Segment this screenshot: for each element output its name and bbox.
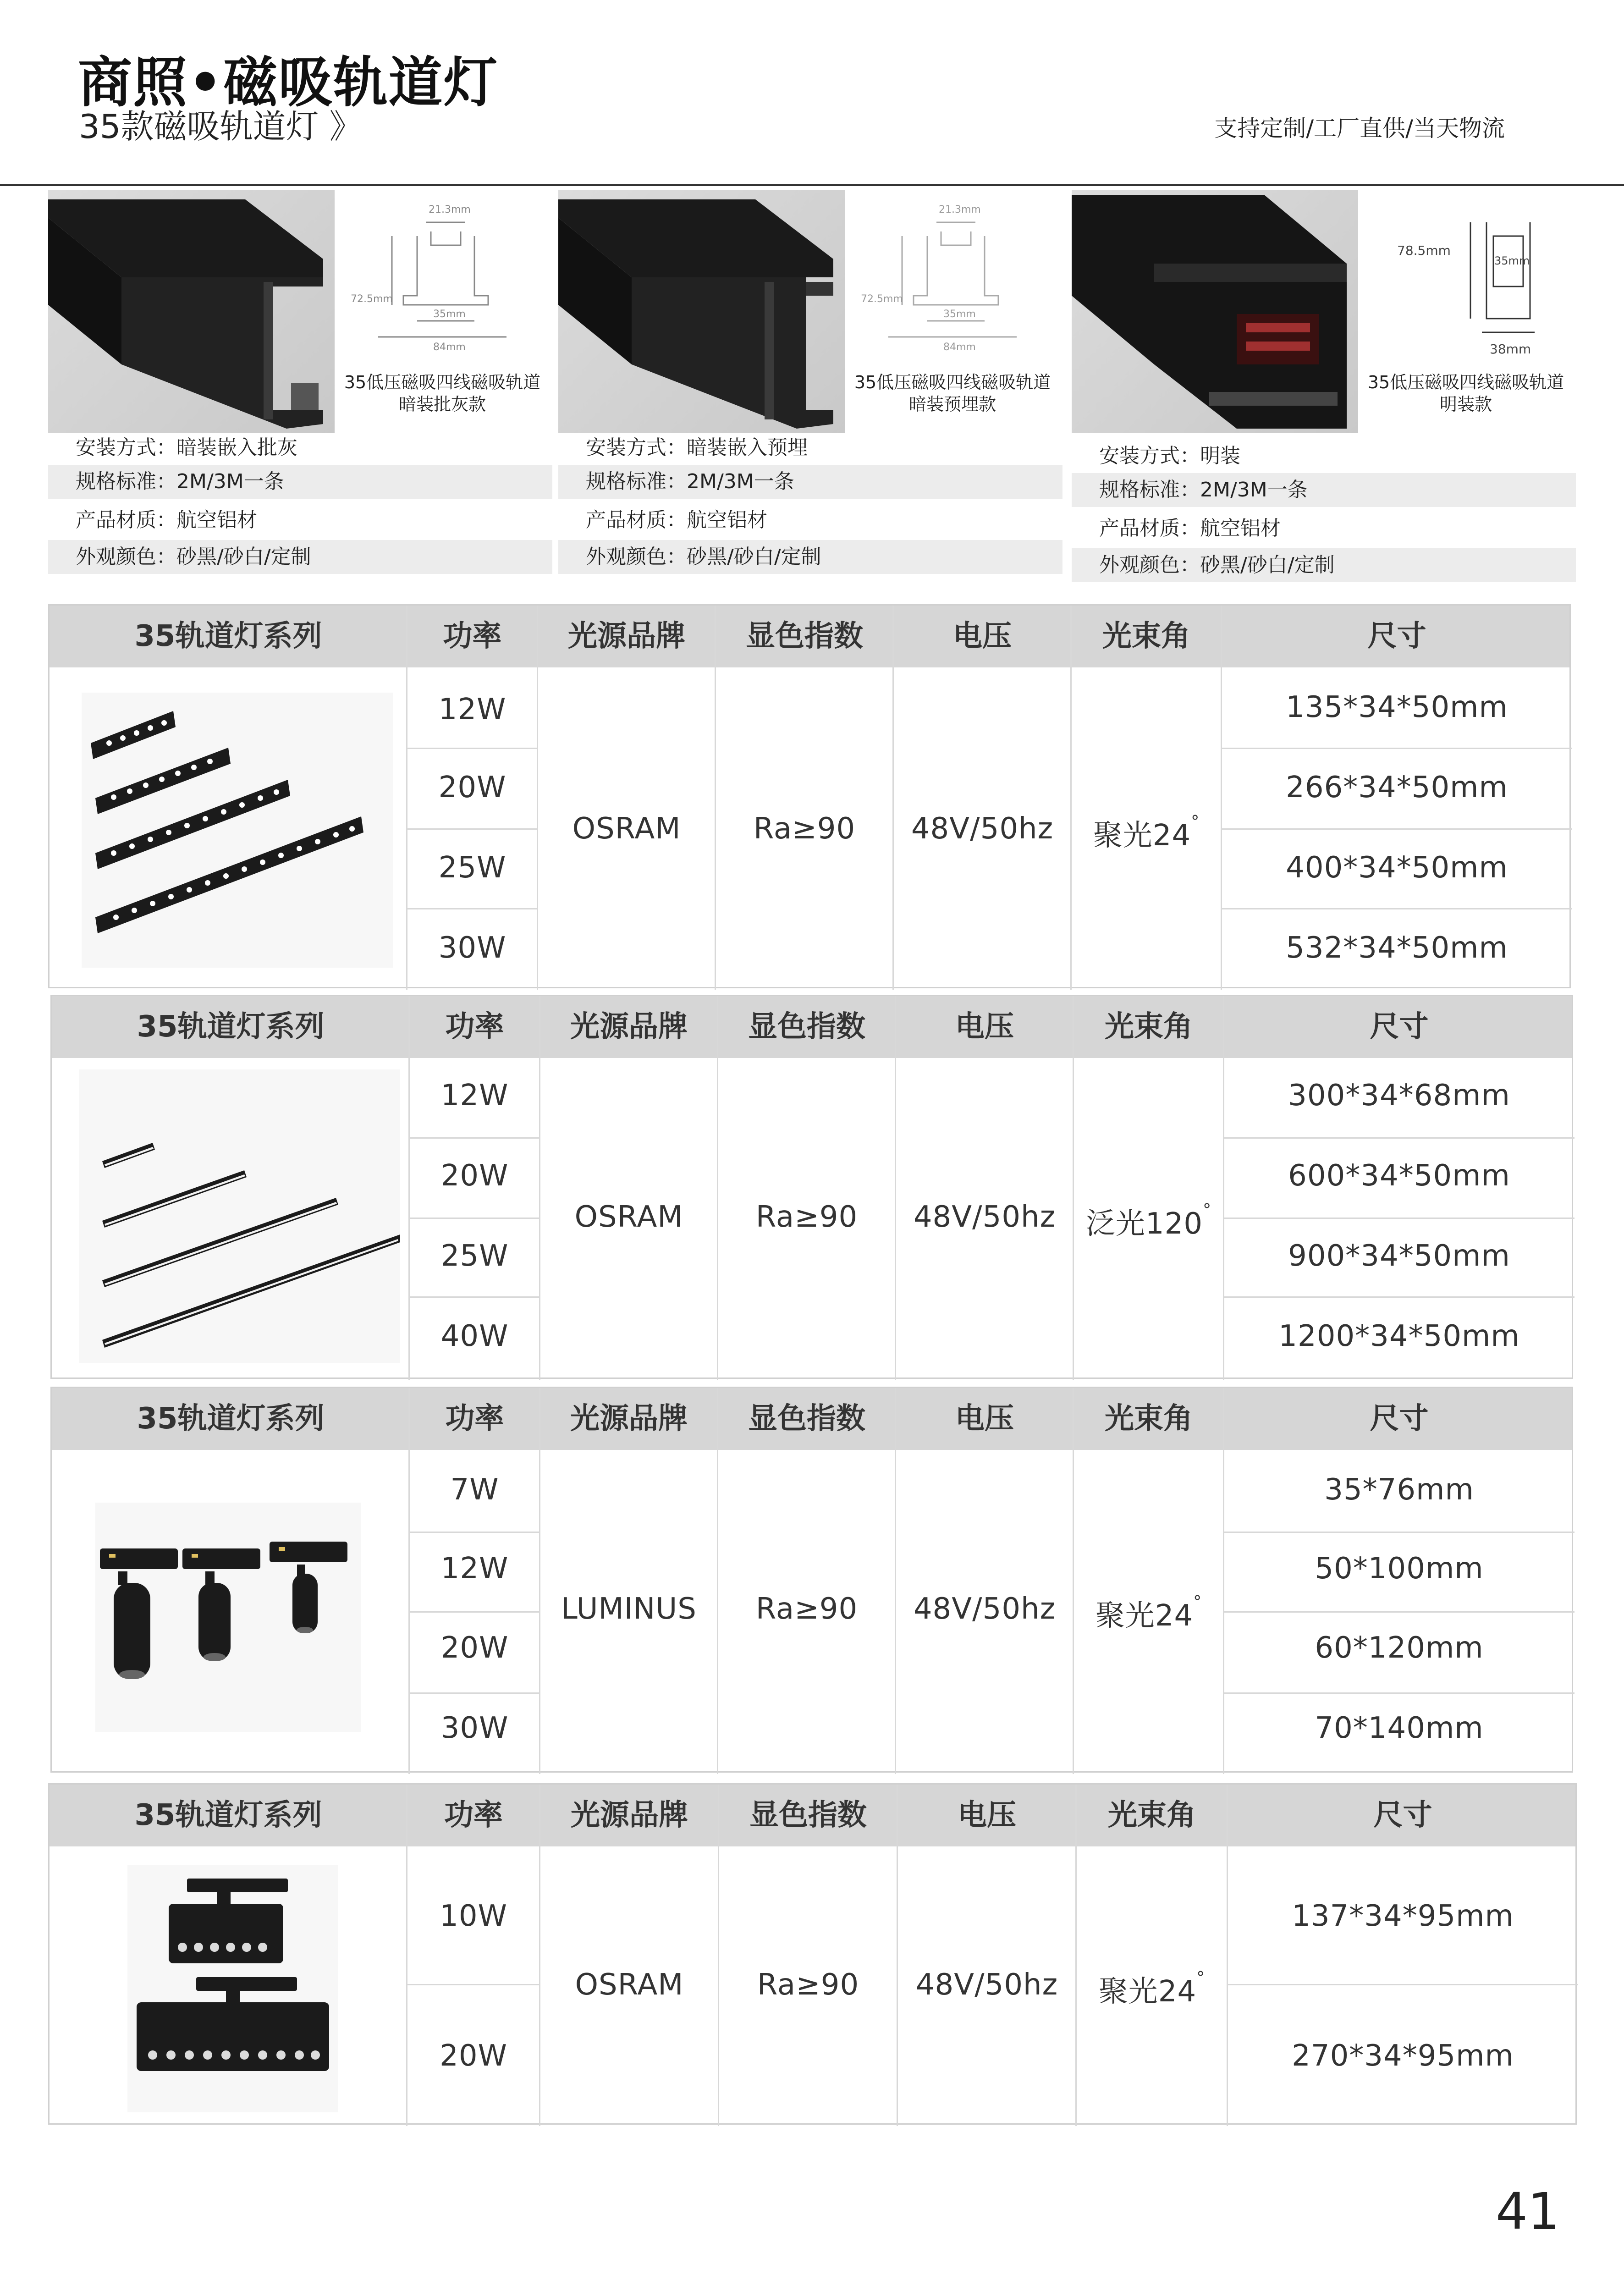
power-cell: 12W: [440, 1079, 509, 1113]
degree-sign: °: [1196, 1968, 1206, 1987]
degree-sign: °: [1191, 812, 1200, 831]
brand-cell: OSRAM: [575, 1968, 684, 2002]
dim-width: 38mm: [1490, 342, 1531, 357]
size-cell: 270*34*95mm: [1292, 2039, 1514, 2073]
tagline: 支持定制/工厂直供/当天物流: [1214, 115, 1505, 142]
cri-cell: Ra≥90: [757, 1968, 859, 2002]
power-cell: 25W: [438, 851, 506, 885]
dim-height: 72.5mm: [861, 293, 903, 305]
product-image-grille: [127, 1865, 338, 2112]
header-brand: 光源品牌: [570, 1402, 688, 1436]
size-cell: 137*34*95mm: [1292, 1899, 1514, 1933]
size-cell: 400*34*50mm: [1286, 851, 1508, 885]
page-number: 41: [1496, 2182, 1560, 2241]
header-size: 尺寸: [1367, 619, 1426, 653]
power-cell: 10W: [440, 1899, 507, 1933]
power-cell: 20W: [438, 771, 506, 804]
profile-dimension-drawing: [341, 204, 539, 374]
spec-length: 规格标准：2M/3M一条: [1072, 473, 1576, 507]
header-cri: 显色指数: [748, 1402, 865, 1436]
dim-width: 84mm: [943, 342, 976, 353]
size-cell: 35*76mm: [1324, 1473, 1474, 1507]
header-series: 35轨道灯系列: [134, 619, 322, 653]
power-cell: 25W: [440, 1239, 509, 1273]
power-cell: 20W: [440, 1159, 509, 1193]
spec-length: 规格标准：2M/3M一条: [558, 465, 1062, 499]
dim-inner: 35mm: [433, 309, 466, 320]
header-series: 35轨道灯系列: [134, 1798, 322, 1832]
header-power: 功率: [444, 1798, 503, 1832]
power-cell: 30W: [438, 931, 506, 965]
header-size: 尺寸: [1370, 1010, 1429, 1044]
spec-install: 安装方式：明装: [1099, 444, 1240, 468]
brand-cell: OSRAM: [572, 812, 681, 846]
header-cri: 显色指数: [746, 619, 863, 653]
track-profile-photo: [558, 190, 845, 433]
power-cell: 7W: [450, 1473, 499, 1507]
header-beam: 光束角: [1108, 1798, 1196, 1832]
dim-top: 21.3mm: [939, 204, 981, 215]
dim-height: 78.5mm: [1397, 243, 1451, 258]
header-power: 功率: [443, 619, 502, 653]
spec-install: 安装方式：暗装嵌入批灰: [76, 436, 297, 459]
voltage-cell: 48V/50hz: [915, 1968, 1058, 2002]
degree-sign: °: [1203, 1201, 1212, 1219]
power-cell: 20W: [440, 1631, 509, 1665]
header-divider: [0, 184, 1624, 186]
caption-line-1: 35低压磁吸四线磁吸轨道: [1367, 372, 1564, 392]
spec-install: 安装方式：暗装嵌入预埋: [586, 436, 808, 459]
header-cri: 显色指数: [748, 1010, 865, 1044]
header-size: 尺寸: [1373, 1798, 1432, 1832]
size-cell: 60*120mm: [1315, 1631, 1484, 1665]
voltage-cell: 48V/50hz: [911, 812, 1054, 846]
caption-line-2: 暗装预埋款: [908, 394, 996, 414]
spec-table-4: [48, 1783, 1577, 2125]
cri-cell: Ra≥90: [755, 1200, 858, 1234]
beam-value: 聚光24: [1095, 1599, 1194, 1633]
product-image-spotlights: [95, 1503, 361, 1732]
header-voltage: 电压: [955, 1010, 1014, 1044]
size-cell: 532*34*50mm: [1286, 931, 1508, 965]
track-profile-photo: [48, 190, 335, 433]
caption-line-1: 35低压磁吸四线磁吸轨道: [344, 372, 541, 392]
spec-material: 产品材质：航空铝材: [1099, 517, 1281, 540]
header-size: 尺寸: [1370, 1402, 1429, 1436]
spec-material: 产品材质：航空铝材: [586, 508, 767, 532]
voltage-cell: 48V/50hz: [913, 1200, 1056, 1234]
size-cell: 300*34*68mm: [1288, 1079, 1510, 1113]
beam-value: 聚光24: [1093, 819, 1191, 853]
header-beam: 光束角: [1102, 619, 1190, 653]
product-image-linear-flood: [79, 1069, 400, 1363]
beam-value: 聚光24: [1098, 1975, 1197, 2009]
brand-cell: LUMINUS: [561, 1592, 697, 1626]
header-voltage: 电压: [953, 619, 1012, 653]
power-cell: 20W: [440, 2039, 507, 2073]
profile-caption: [845, 371, 1060, 415]
power-cell: 12W: [440, 1552, 509, 1586]
size-cell: 266*34*50mm: [1286, 771, 1508, 804]
spec-table-1: [48, 604, 1571, 988]
spec-length: 规格标准：2M/3M一条: [48, 465, 552, 499]
profile-dimension-drawing: [852, 204, 1049, 374]
header-voltage: 电压: [955, 1402, 1014, 1436]
product-image-linear-spot: [82, 693, 393, 968]
dim-width: 84mm: [433, 342, 466, 353]
dim-inner: 35mm: [943, 309, 976, 320]
size-cell: 70*140mm: [1315, 1711, 1484, 1745]
beam-cell: [1073, 1200, 1224, 1242]
power-cell: 30W: [440, 1711, 509, 1745]
caption-line-2: 明装款: [1439, 394, 1492, 414]
header-power: 功率: [445, 1402, 504, 1436]
degree-sign: °: [1193, 1592, 1202, 1611]
spec-color: 外观颜色：砂黑/砂白/定制: [48, 540, 552, 574]
header-voltage: 电压: [958, 1798, 1016, 1832]
spec-color: 外观颜色：砂黑/砂白/定制: [558, 540, 1062, 574]
page-subtitle: 35款磁吸轨道灯 》: [79, 107, 363, 146]
header-series: 35轨道灯系列: [137, 1402, 325, 1436]
header-beam: 光束角: [1105, 1010, 1193, 1044]
header-cri: 显色指数: [749, 1798, 867, 1832]
beam-cell: [1073, 1592, 1224, 1634]
profile-dimension-drawing: [1365, 204, 1562, 374]
dim-height: 72.5mm: [351, 293, 393, 305]
beam-cell: [1071, 812, 1222, 854]
caption-line-2: 暗装批灰款: [398, 394, 486, 414]
header-series: 35轨道灯系列: [137, 1010, 325, 1044]
track-profile-photo: [1072, 190, 1358, 433]
beam-cell: [1076, 1968, 1228, 2010]
size-cell: 1200*34*50mm: [1278, 1319, 1520, 1353]
header-brand: 光源品牌: [570, 1010, 688, 1044]
cri-cell: Ra≥90: [755, 1592, 858, 1626]
power-cell: 40W: [440, 1319, 509, 1353]
size-cell: 135*34*50mm: [1286, 690, 1508, 724]
spec-table-3: [50, 1387, 1573, 1773]
beam-value: 泛光120: [1085, 1207, 1203, 1241]
spec-table-2: [50, 995, 1573, 1379]
power-cell: 12W: [438, 693, 506, 727]
brand-cell: OSRAM: [574, 1200, 683, 1234]
spec-color: 外观颜色：砂黑/砂白/定制: [1072, 548, 1576, 582]
size-cell: 600*34*50mm: [1288, 1159, 1510, 1193]
header-beam: 光束角: [1105, 1402, 1193, 1436]
size-cell: 50*100mm: [1315, 1552, 1484, 1586]
caption-line-1: 35低压磁吸四线磁吸轨道: [854, 372, 1051, 392]
dim-inner: 35mm: [1494, 254, 1530, 267]
size-cell: 900*34*50mm: [1288, 1239, 1510, 1273]
spec-material: 产品材质：航空铝材: [76, 508, 257, 532]
voltage-cell: 48V/50hz: [913, 1592, 1056, 1626]
cri-cell: Ra≥90: [753, 812, 856, 846]
page-title: 商照•磁吸轨道灯: [78, 51, 499, 114]
profile-caption: [335, 371, 550, 415]
dim-top: 21.3mm: [429, 204, 471, 215]
header-brand: 光源品牌: [568, 619, 685, 653]
profile-caption: [1358, 371, 1574, 415]
header-brand: 光源品牌: [571, 1798, 688, 1832]
header-power: 功率: [445, 1010, 504, 1044]
